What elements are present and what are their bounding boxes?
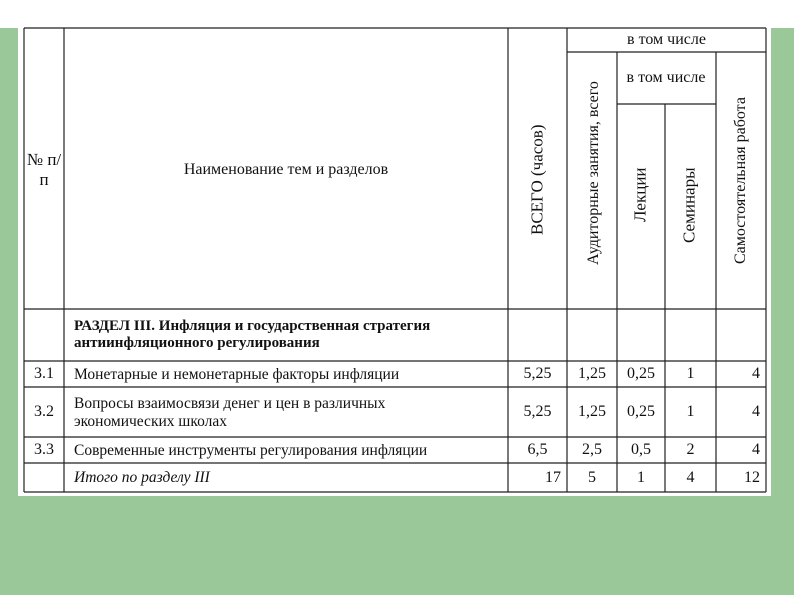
row-seminars: 1 — [686, 365, 695, 383]
row-seminars: 1 — [686, 403, 695, 421]
header-seminars: Семинары — [679, 167, 699, 243]
section-title: РАЗДЕЛ III. Инфляция и государственная стратегия антиинфляционного регулирования — [74, 317, 431, 351]
header-total: ВСЕГО (часов) — [527, 124, 547, 236]
row-topic: Вопросы взаимосвязи денег и цен в различных экономических школах — [74, 394, 386, 430]
header-lectures: Лекции — [630, 167, 650, 223]
row-number: 3.3 — [34, 441, 54, 459]
row-selfwork: 4 — [752, 365, 760, 383]
header-name: Наименование тем и разделов — [183, 160, 389, 178]
row-selfwork: 4 — [752, 441, 760, 459]
header-classroom: Аудиторные занятия, всего — [585, 81, 603, 265]
row-lectures: 0,25 — [627, 365, 655, 383]
header-including-sub: в том числе — [626, 68, 706, 86]
totals-seminars: 4 — [686, 468, 695, 486]
header-selfwork: Самостоятельная работа — [732, 97, 750, 265]
header-number: № п/п — [26, 150, 62, 189]
row-seminars: 2 — [686, 441, 695, 459]
row-classroom: 1,25 — [578, 403, 606, 421]
totals-selfwork: 12 — [744, 468, 760, 486]
header-including: в том числе — [627, 31, 706, 49]
row-total: 6,5 — [527, 441, 548, 459]
totals-label: Итого по разделу III — [74, 469, 210, 487]
row-classroom: 1,25 — [578, 365, 606, 383]
totals-lectures: 1 — [637, 468, 645, 486]
row-total: 5,25 — [523, 365, 552, 383]
row-topic: Монетарные и немонетарные факторы инфляции — [74, 365, 400, 383]
row-classroom: 2,5 — [582, 441, 602, 459]
row-lectures: 0,25 — [627, 403, 655, 421]
totals-classroom: 5 — [588, 468, 596, 486]
row-number: 3.1 — [34, 365, 54, 383]
row-total: 5,25 — [523, 403, 552, 421]
totals-total: 17 — [545, 468, 561, 486]
row-number: 3.2 — [34, 403, 54, 421]
row-selfwork: 4 — [752, 403, 760, 421]
row-lectures: 0,5 — [631, 441, 651, 459]
row-topic: Современные инструменты регулирования инфляции — [74, 441, 428, 459]
